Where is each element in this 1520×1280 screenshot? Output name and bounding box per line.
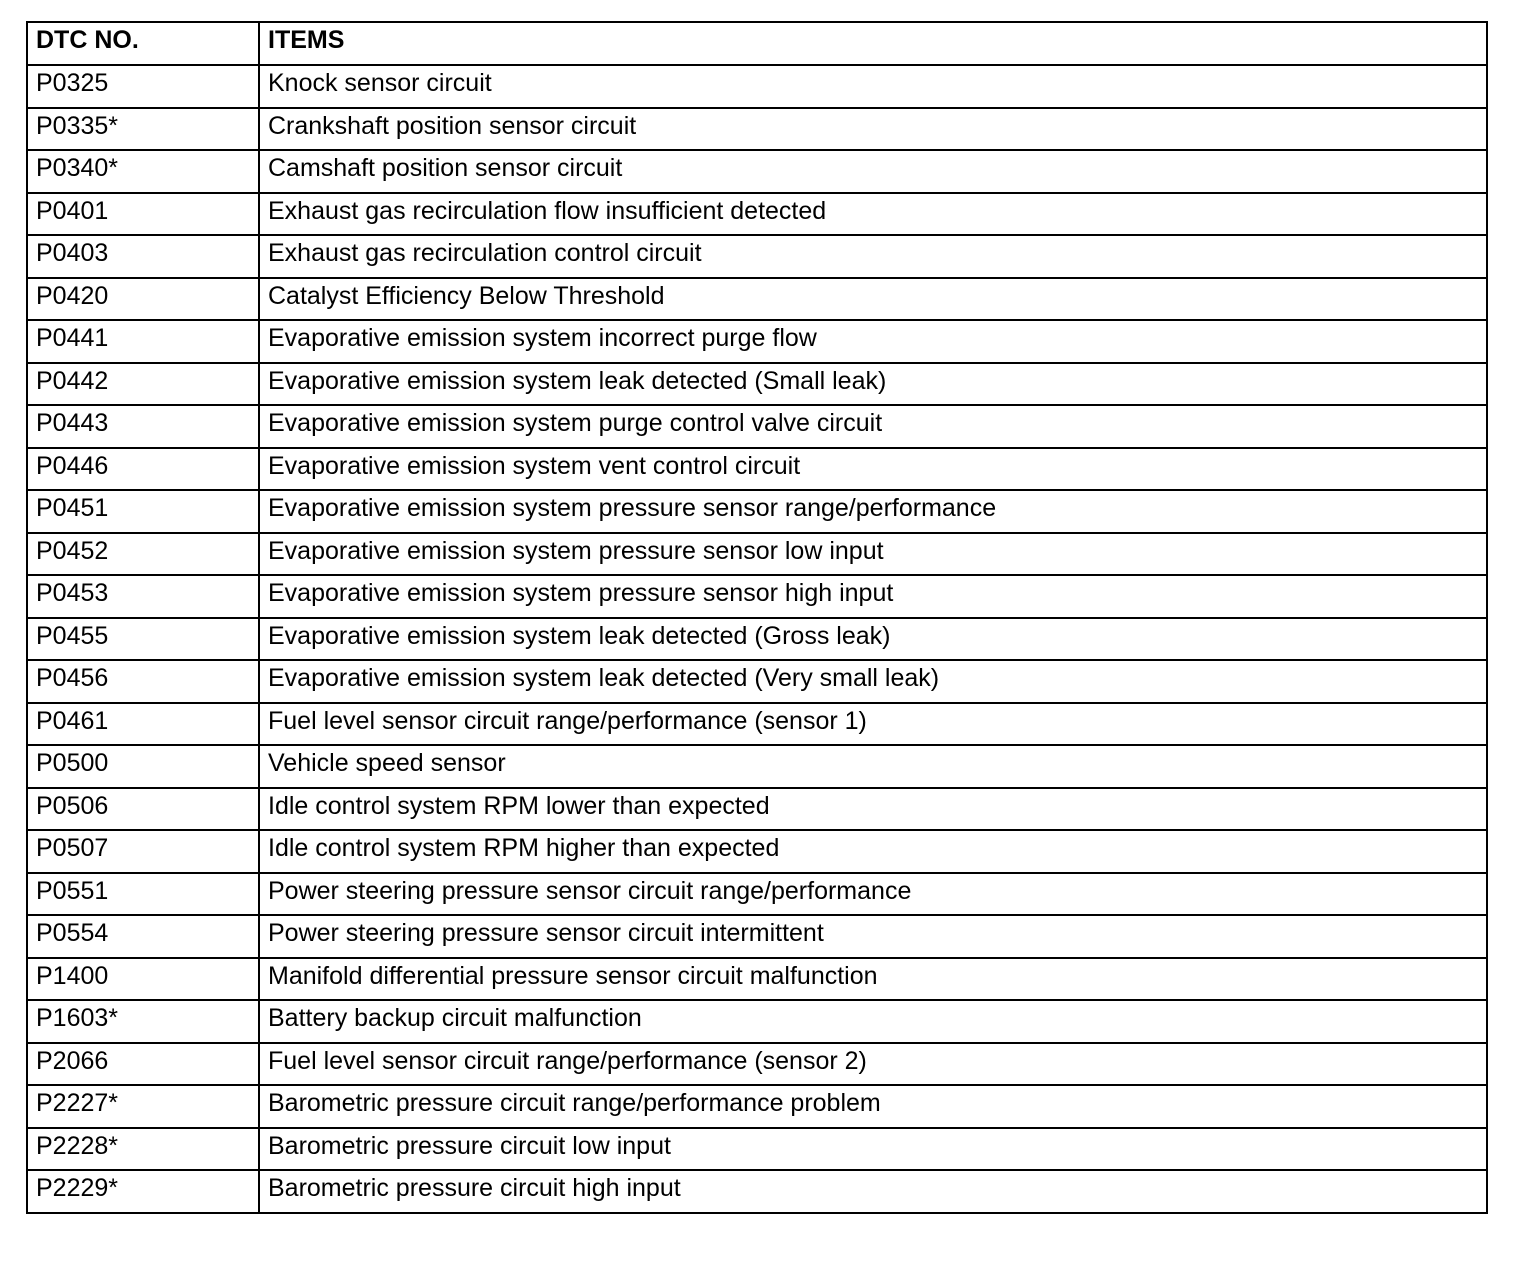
dtc-item-cell: Power steering pressure sensor circuit range/performance	[259, 873, 1487, 916]
table-row	[27, 915, 1487, 958]
dtc-code-cell: P0461	[27, 703, 259, 746]
table-row	[27, 1000, 1487, 1043]
dtc-item-cell: Barometric pressure circuit low input	[259, 1128, 1487, 1171]
dtc-item-cell: Evaporative emission system pressure sensor low input	[259, 533, 1487, 576]
table-row	[27, 108, 1487, 151]
dtc-item-cell: Evaporative emission system pressure sensor range/performance	[259, 490, 1487, 533]
table-body	[27, 65, 1487, 1213]
header-items: ITEMS	[259, 22, 1487, 65]
dtc-item-cell: Power steering pressure sensor circuit intermittent	[259, 915, 1487, 958]
dtc-code-cell: P2228*	[27, 1128, 259, 1171]
dtc-code-cell: P0451	[27, 490, 259, 533]
dtc-item-cell: Barometric pressure circuit range/performance problem	[259, 1085, 1487, 1128]
dtc-code-cell: P0500	[27, 745, 259, 788]
dtc-item-cell: Manifold differential pressure sensor circuit malfunction	[259, 958, 1487, 1001]
dtc-item-cell: Evaporative emission system leak detected (Very small leak)	[259, 660, 1487, 703]
dtc-item-cell: Evaporative emission system purge control valve circuit	[259, 405, 1487, 448]
table-row	[27, 1170, 1487, 1213]
dtc-item-cell: Knock sensor circuit	[259, 65, 1487, 108]
table-row	[27, 193, 1487, 236]
dtc-table	[26, 21, 1488, 1214]
table-row	[27, 830, 1487, 873]
table-row	[27, 278, 1487, 321]
header-row	[27, 22, 1487, 65]
dtc-item-cell: Fuel level sensor circuit range/performance (sensor 1)	[259, 703, 1487, 746]
table-row	[27, 448, 1487, 491]
dtc-code-cell: P0420	[27, 278, 259, 321]
dtc-item-cell: Camshaft position sensor circuit	[259, 150, 1487, 193]
table-row	[27, 618, 1487, 661]
header-dtc-no: DTC NO.	[27, 22, 259, 65]
dtc-code-cell: P0453	[27, 575, 259, 618]
dtc-item-cell: Crankshaft position sensor circuit	[259, 108, 1487, 151]
table-row	[27, 788, 1487, 831]
dtc-code-cell: P0452	[27, 533, 259, 576]
dtc-item-cell: Evaporative emission system pressure sensor high input	[259, 575, 1487, 618]
table-row	[27, 150, 1487, 193]
table-row	[27, 1128, 1487, 1171]
dtc-code-cell: P0325	[27, 65, 259, 108]
dtc-item-cell: Idle control system RPM higher than expected	[259, 830, 1487, 873]
table-row	[27, 235, 1487, 278]
dtc-code-cell: P0443	[27, 405, 259, 448]
dtc-item-cell: Evaporative emission system vent control circuit	[259, 448, 1487, 491]
table-header	[27, 22, 1487, 65]
dtc-code-cell: P0551	[27, 873, 259, 916]
table-row	[27, 958, 1487, 1001]
table-row	[27, 320, 1487, 363]
dtc-item-cell: Exhaust gas recirculation flow insufficient detected	[259, 193, 1487, 236]
dtc-code-cell: P1603*	[27, 1000, 259, 1043]
table-row	[27, 1043, 1487, 1086]
table-row	[27, 363, 1487, 406]
dtc-code-cell: P2227*	[27, 1085, 259, 1128]
dtc-code-cell: P2066	[27, 1043, 259, 1086]
dtc-item-cell: Battery backup circuit malfunction	[259, 1000, 1487, 1043]
dtc-item-cell: Evaporative emission system leak detected (Gross leak)	[259, 618, 1487, 661]
dtc-item-cell: Catalyst Efficiency Below Threshold	[259, 278, 1487, 321]
dtc-item-cell: Evaporative emission system incorrect purge flow	[259, 320, 1487, 363]
table-row	[27, 405, 1487, 448]
dtc-code-cell: P0507	[27, 830, 259, 873]
dtc-code-cell: P0446	[27, 448, 259, 491]
dtc-item-cell: Barometric pressure circuit high input	[259, 1170, 1487, 1213]
dtc-item-cell: Idle control system RPM lower than expected	[259, 788, 1487, 831]
dtc-code-cell: P0340*	[27, 150, 259, 193]
dtc-item-cell: Vehicle speed sensor	[259, 745, 1487, 788]
table-row	[27, 745, 1487, 788]
dtc-code-cell: P0335*	[27, 108, 259, 151]
dtc-code-cell: P0403	[27, 235, 259, 278]
dtc-code-cell: P0455	[27, 618, 259, 661]
table-row	[27, 1085, 1487, 1128]
dtc-code-cell: P0506	[27, 788, 259, 831]
table-row	[27, 660, 1487, 703]
table-row	[27, 490, 1487, 533]
dtc-item-cell: Evaporative emission system leak detected (Small leak)	[259, 363, 1487, 406]
dtc-code-cell: P1400	[27, 958, 259, 1001]
table-row	[27, 703, 1487, 746]
dtc-code-cell: P0401	[27, 193, 259, 236]
dtc-item-cell: Fuel level sensor circuit range/performance (sensor 2)	[259, 1043, 1487, 1086]
dtc-code-cell: P0554	[27, 915, 259, 958]
table-row	[27, 65, 1487, 108]
table-row	[27, 873, 1487, 916]
dtc-code-cell: P0456	[27, 660, 259, 703]
dtc-code-cell: P2229*	[27, 1170, 259, 1213]
table-row	[27, 533, 1487, 576]
table-row	[27, 575, 1487, 618]
dtc-item-cell: Exhaust gas recirculation control circuit	[259, 235, 1487, 278]
dtc-code-cell: P0442	[27, 363, 259, 406]
dtc-code-cell: P0441	[27, 320, 259, 363]
